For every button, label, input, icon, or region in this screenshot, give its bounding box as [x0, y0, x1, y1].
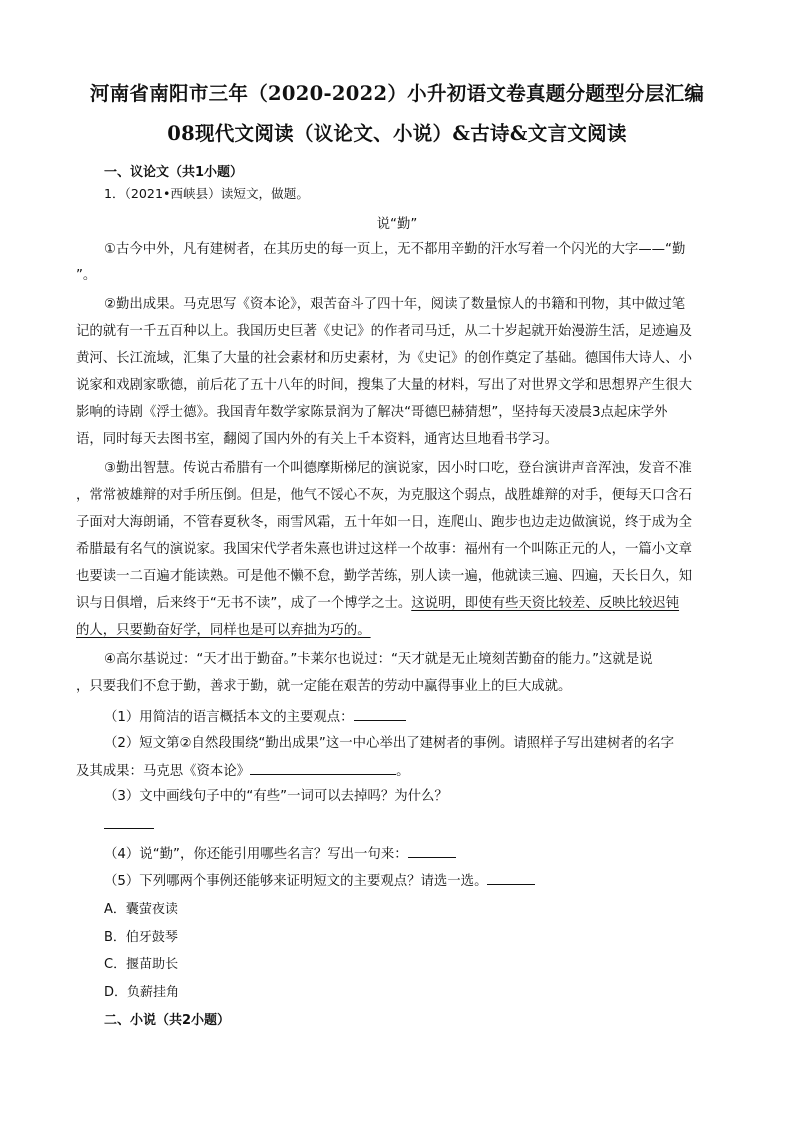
- document-title-line1: 河南省南阳市三年（2020-2022）小升初语文卷真题分题型分层汇编: [89, 82, 705, 105]
- question-4: [104, 843, 456, 864]
- paragraph-3-line: [76, 622, 718, 640]
- answer-blank[interactable]: [104, 828, 154, 829]
- paragraph-3-line: 子面对大海朗诵，不管春夏秋冬，雨雪风霜，五十年如一日，连爬山、跑步也边走边做演说，终于成为全: [76, 515, 692, 530]
- paragraph-2-line: 语，同时每天去图书室，翻阅了国内外的有关上千本资料，通宵达旦地看书学习。: [76, 432, 559, 447]
- question-2-example: 及其成果：马克思《资本论》: [76, 764, 251, 779]
- paragraph-2-line: ②勤出成果。马克思写《资本论》，艰苦奋斗了四十年，阅读了数量惊人的书籍和刊物，其中做过笔: [104, 297, 686, 312]
- question-2-end: 。: [396, 764, 410, 779]
- document-title-line2: 08现代文阅读（议论文、小说）&古诗&文言文阅读: [167, 122, 627, 145]
- option-c: C．揠苗助长: [104, 957, 179, 972]
- paragraph-4-line: ，只要我们不怠于勤，善求于勤，就一定能在艰苦的劳动中赢得事业上的巨大成就。: [76, 679, 572, 694]
- paragraph-3-line: [76, 595, 718, 613]
- answer-blank[interactable]: [487, 870, 535, 885]
- paragraph-1-line: ①古今中外，凡有建树者，在其历史的每一页上，无不都用辛勤的汗水写着一个闪光的大字——“勤: [104, 242, 686, 257]
- section-heading-argumentative: 一、议论文（共1小题）: [104, 165, 244, 180]
- paragraph-4-line: ④高尔基说过：“天才出于勤奋。”卡莱尔也说过：“天才就是无止境刻苦勤奋的能力。”这就是说: [104, 652, 653, 667]
- question-1-text: （1）用简洁的语言概括本文的主要观点：: [104, 710, 354, 725]
- option-b: B．伯牙鼓琴: [104, 930, 178, 945]
- question-5-text: （5）下列哪两个事例还能够来证明短文的主要观点？请选一选。: [104, 874, 488, 889]
- option-a: A．囊萤夜读: [104, 902, 178, 917]
- paragraph-2-line: 影响的诗剧《浮士德》。我国青年数学家陈景润为了解决“哥德巴赫猜想”，坚持每天凌晨3点起床学外: [76, 405, 668, 420]
- paragraph-3-text: 识与日俱增，后来终于“无书不读”，成了一个博学之士。: [76, 596, 412, 611]
- question-5: [104, 870, 535, 891]
- paragraph-1-line: ”。: [76, 268, 97, 283]
- option-d: D．负薪挂角: [104, 985, 180, 1000]
- underlined-sentence: 这说明，即使有些天资比较差、反映比较迟钝: [411, 596, 680, 611]
- paragraph-3-line: 希腊最有名气的演说家。我国宋代学者朱熹也讲过这样一个故事：福州有一个叫陈正元的人，一篇小文章: [76, 542, 692, 557]
- question-2-line2: [76, 760, 718, 781]
- answer-blank[interactable]: [408, 843, 456, 858]
- underlined-sentence: 的人，只要勤奋好学，同样也是可以弃拙为巧的。: [76, 623, 371, 638]
- essay-title: 说“勤”: [376, 217, 418, 232]
- question-2: （2）短文第②自然段围绕“勤出成果”这一中心举出了建树者的事例。请照样子写出建树者的名字: [104, 736, 675, 751]
- question-4-text: （4）说“勤”，你还能引用哪些名言？写出一句来：: [104, 847, 408, 862]
- question-1: [104, 706, 406, 727]
- paragraph-2-line: 说家和戏剧家歌德，前后花了五十八年的时间，搜集了大量的材料，写出了对世界文学和思想界产生很大: [76, 378, 692, 393]
- section-heading-novel: 二、小说（共2小题）: [104, 1013, 231, 1028]
- paragraph-3-line: ，常常被雄辩的对手所压倒。但是，他气不馁心不灰，为克服这个弱点，战胜雄辩的对手，便每天口含石: [76, 488, 692, 503]
- question-3: （3）文中画线句子中的“有些”一词可以去掉吗？为什么？: [104, 789, 448, 804]
- paragraph-3-line: ③勤出智慧。传说古希腊有一个叫德摩斯梯尼的演说家，因小时口吃，登台演讲声音浑浊，发音不准: [104, 461, 692, 476]
- answer-blank[interactable]: [354, 706, 406, 721]
- answer-blank[interactable]: [250, 760, 396, 775]
- paragraph-2-line: 记的就有一千五百种以上。我国历史巨著《史记》的作者司马迁，从二十岁起就开始漫游生活，足迹遍及: [76, 324, 692, 339]
- question-1-intro: 1．（2021•西峡县）读短文，做题。: [104, 186, 309, 201]
- paragraph-3-line: 也要读一二百遍才能读熟。可是他不懒不怠，勤学苦练，别人读一遍，他就读三遍、四遍，天长日久，知: [76, 569, 692, 584]
- paragraph-2-line: 黄河、长江流域，汇集了大量的社会素材和历史素材，为《史记》的创作奠定了基础。德国伟大诗人、小: [76, 351, 692, 366]
